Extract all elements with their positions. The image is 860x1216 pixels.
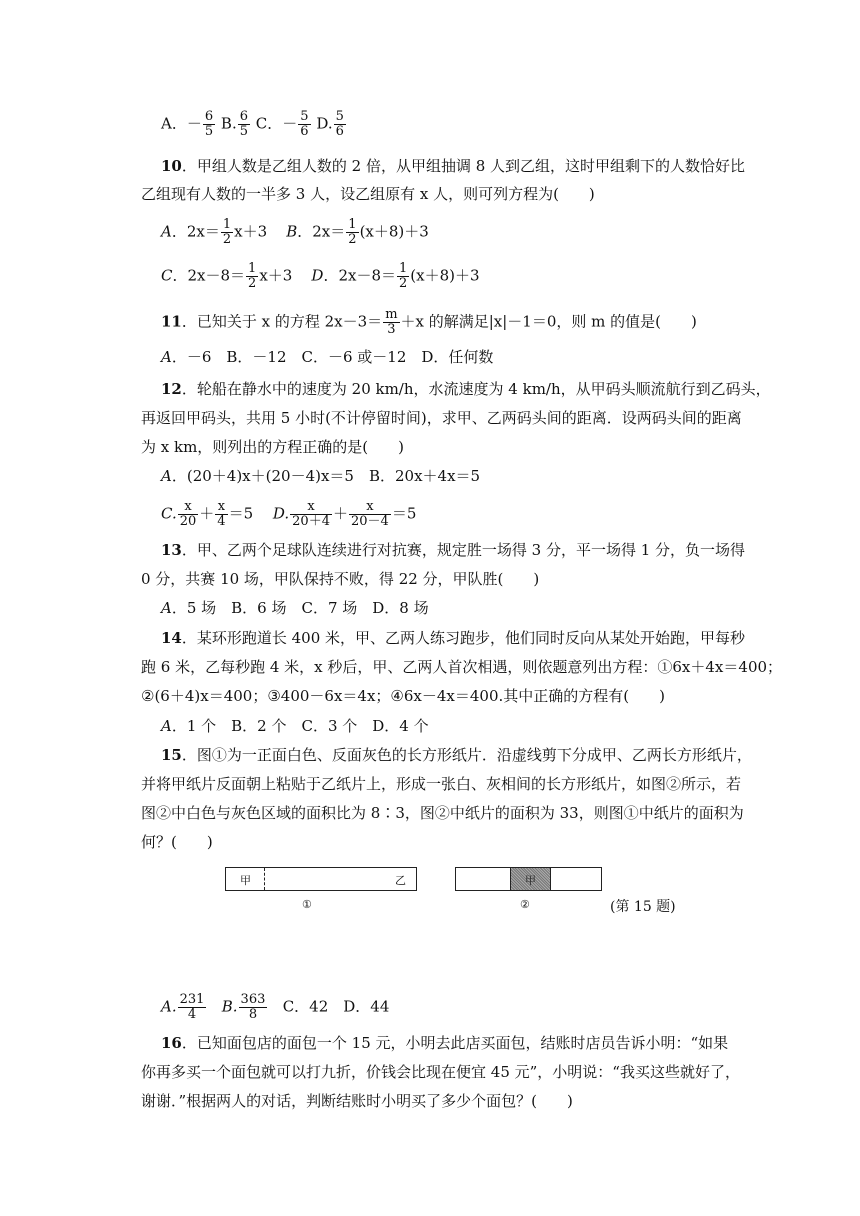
denominator: 3 [387, 322, 396, 337]
cut-dashed-line [264, 868, 265, 890]
q15-line1 [161, 744, 752, 766]
denominator: 5 [239, 124, 248, 139]
q10-line2: 乙组现有人数的一半多 3 人，设乙组原有 x 人，则可列方程为( ) [141, 185, 595, 203]
q13-line1 [161, 539, 745, 561]
question-number: 12 [161, 380, 182, 398]
question-text: ．甲组人数是乙组人数的 2 倍，从甲组抽调 8 人到乙组，这时甲组剩下的人数恰好比 [181, 157, 746, 175]
q16-line1 [161, 1032, 728, 1054]
question-text: ．甲、乙两个足球队连续进行对抗赛，规定胜一场得 3 分，平一场得 1 分，负一场得 [181, 541, 746, 559]
figure1-rectangle [225, 867, 417, 891]
denominator: 20－4 [351, 514, 389, 529]
denominator: 20 [179, 514, 197, 529]
option-b-label: B. [220, 114, 237, 133]
q16-line3: 谢谢．”根据两人的对话，判断结账时小明买了多少个面包？( ) [141, 1092, 573, 1110]
numerator: m [385, 307, 398, 322]
numerator: 1 [398, 261, 408, 276]
option-c-label: C． [255, 114, 283, 133]
fraction [238, 110, 250, 139]
numerator: 5 [300, 109, 309, 124]
question-text: ．已知面包店的面包一个 15 元，小明去此店买面包，结账时店员告诉小明：“如果 [181, 1034, 729, 1052]
options-text: ．(20＋4)x＋(20－4)x＝5 B．20x＋4x＝5 [171, 467, 481, 485]
q14-line1 [161, 627, 745, 649]
q12-line2: 再返回甲码头，共用 5 小时(不计停留时间)，求甲、乙两码头间的距离．设两码头间的距离 [141, 409, 742, 427]
option-text: ．2x＝ [297, 222, 346, 241]
question-text: ＋x 的解满足|x|－1＝0，则 m 的值是( ) [400, 312, 697, 331]
numerator: x [178, 500, 199, 515]
fraction [383, 308, 399, 337]
q15-line3: 图②中白色与灰色区域的面积比为 8∶3，图②中纸片的面积为 33，则图①中纸片的面积为 [141, 804, 744, 822]
denominator: 2 [348, 232, 357, 247]
option-b-label: B [286, 222, 298, 241]
q15-line4: 何？( ) [141, 833, 213, 851]
question-number: 11 [161, 312, 182, 331]
denominator: 2 [222, 232, 232, 247]
options-text: ．5 场 B．6 场 C．7 场 D．8 场 [171, 599, 429, 617]
option-text: (x＋8)＋3 [359, 222, 429, 241]
plus-sign: ＋ [332, 504, 348, 523]
q12-line1 [161, 378, 771, 400]
q12-line3: 为 x km，则列出的方程正确的是( ) [141, 438, 405, 456]
option-a-label: A [161, 467, 172, 485]
option-a-label: A [161, 348, 172, 366]
q13-line2: 0 分，共赛 10 场，甲队保持不败，得 22 分，甲队胜( ) [141, 570, 540, 588]
minus-sign: － [186, 114, 202, 133]
options-text: ．－6 B．－12 C．－6 或－12 D．任何数 [171, 348, 494, 366]
denominator: 8 [248, 1007, 258, 1022]
fraction [221, 218, 233, 247]
option-a-label: A． [161, 114, 187, 133]
question-text: ．轮船在静水中的速度为 20 km/h，水流速度为 4 km/h，从甲码头顺流航行到乙码头， [181, 380, 771, 398]
numerator: x [215, 500, 227, 515]
denominator: 5 [204, 124, 214, 139]
denominator: 6 [335, 124, 344, 139]
option-text: ．2x＝ [171, 222, 220, 241]
fraction [298, 110, 310, 139]
question-number: 14 [161, 629, 182, 647]
denominator: 20＋4 [292, 514, 330, 529]
q11-options [161, 346, 493, 368]
fraction [215, 500, 227, 529]
q10-options-cd [161, 262, 480, 291]
option-a-label: A [161, 222, 172, 241]
fraction [178, 500, 199, 529]
option-text: ．2x－8＝ [172, 266, 246, 285]
option-text: (x＋8)＋3 [410, 266, 480, 285]
q15-options [161, 993, 389, 1022]
q12-options-cd [161, 500, 416, 529]
option-text: ＝5 [391, 504, 417, 523]
minus-sign: － [282, 114, 298, 133]
option-text: ＝5 [228, 504, 269, 523]
numerator: 363 [240, 992, 266, 1007]
fraction [178, 993, 207, 1022]
figure2-label-jia: 甲 [525, 874, 536, 887]
option-text: ．2x－8＝ [323, 266, 396, 285]
q11-line1 [161, 308, 697, 337]
question-text: ．图①为一正面白色、反面灰色的长方形纸片．沿虚线剪下分成甲、乙两长方形纸片， [181, 746, 752, 764]
q10-line1 [161, 155, 745, 177]
options-text: ．1 个 B．2 个 C．3 个 D．4 个 [171, 717, 429, 735]
denominator: 2 [398, 276, 408, 291]
option-a-label: A [161, 717, 172, 735]
option-d-label: D. [316, 114, 333, 133]
options-text: C．42 D．44 [282, 997, 390, 1016]
fraction [349, 500, 391, 529]
figure1-label-yi: 乙 [395, 874, 406, 887]
numerator: x [349, 500, 391, 515]
figure1-caption: ① [302, 898, 312, 911]
numerator: 231 [179, 992, 205, 1007]
numerator: 1 [222, 217, 232, 232]
fraction [239, 993, 268, 1022]
question-number: 15 [161, 746, 182, 764]
denominator: 2 [248, 276, 257, 291]
option-b-label: B. [221, 997, 238, 1016]
fraction [397, 262, 409, 291]
numerator: 1 [348, 217, 357, 232]
figure-caption: (第 15 题) [610, 899, 676, 915]
numerator: 6 [204, 109, 214, 124]
option-text: x＋3 [259, 266, 293, 285]
option-a-label: A. [161, 997, 177, 1016]
fraction [334, 110, 346, 139]
option-d-label: D. [272, 504, 290, 523]
plus-sign: ＋ [199, 504, 215, 523]
question-number: 16 [161, 1034, 182, 1052]
q13-options [161, 597, 429, 619]
option-d-label: D [311, 266, 324, 285]
numerator: 6 [239, 109, 248, 124]
fraction [290, 500, 332, 529]
question-number: 10 [161, 157, 182, 175]
figure2-rectangle [455, 867, 602, 891]
question-text: ．某环形跑道长 400 米，甲、乙两人练习跑步，他们同时反向从某处开始跑，甲每秒 [181, 629, 746, 647]
q14-line2: 跑 6 米，乙每秒跑 4 米，x 秒后，甲、乙两人首次相遇，则依题意列出方程：①6x＋4x＝400； [141, 658, 783, 676]
numerator: x [290, 500, 332, 515]
numerator: 1 [248, 261, 257, 276]
q15-line2: 并将甲纸片反面朝上粘贴于乙纸片上，形成一张白、灰相间的长方形纸片，如图②所示，若 [141, 775, 742, 793]
denominator: 6 [300, 124, 309, 139]
question-text: ．已知关于 x 的方程 2x－3＝ [181, 312, 383, 331]
q10-options-ab [161, 218, 429, 247]
figure2-caption: ② [520, 898, 530, 911]
fraction [346, 218, 358, 247]
q14-line3: ②(6＋4)x＝400；③400－6x＝4x；④6x－4x＝400.其中正确的方程有( ) [141, 687, 665, 705]
q12-options-ab [161, 465, 480, 487]
option-a-label: A [161, 599, 172, 617]
q16-line2: 你再多买一个面包就可以打九折，价钱会比现在便宜 45 元”，小明说：“我买这些就好了， [141, 1063, 740, 1081]
question-number: 13 [161, 541, 182, 559]
figure1-label-jia: 甲 [240, 874, 251, 887]
option-text: x＋3 [234, 222, 268, 241]
option-c-label: C [161, 266, 173, 285]
q14-options [161, 715, 429, 737]
fraction [246, 262, 258, 291]
denominator: 4 [187, 1007, 197, 1022]
fraction [203, 110, 215, 139]
numerator: 5 [335, 109, 344, 124]
option-c-label: C. [161, 504, 177, 523]
denominator: 4 [217, 514, 226, 529]
q9-options [161, 110, 347, 139]
